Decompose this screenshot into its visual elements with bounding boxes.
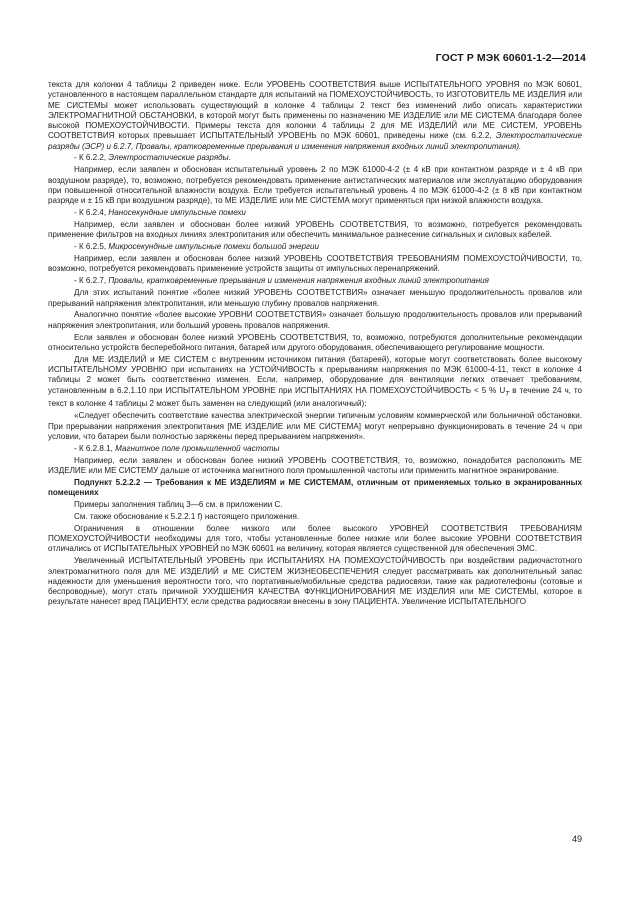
- paragraph-2: - К 6.2.2, Электростатические разряды.: [74, 153, 231, 163]
- subclause-heading: Подпункт 5.2.2.2 — Требования к МЕ ИЗДЕЛИЯМ и МЕ СИСТЕМАМ, отличным от применяемых только в экранированных помещениях: [48, 477, 582, 498]
- paragraph-13: «Следует обеспечить соответствие качества электрической энергии типичным условиям коммерческой или больничной обстановки. При прерывании напряжения электропитания [МЕ ИЗДЕЛИЕ или МЕ СИСТЕМА] могут непрерывно функционировать в течение 24 ч при условии, что батареи были полностью заряжены перед прерыванием напряжения».: [48, 411, 582, 441]
- document-code-header: ГОСТ Р МЭК 60601-1-2—2014: [435, 52, 586, 64]
- paragraph-4: - К 6.2.4, Наносекундные импульсные помехи: [74, 208, 246, 218]
- paragraph-5: Например, если заявлен и обоснован более низкий УРОВЕНЬ СООТВЕТСТВИЯ, то возможно, потребуется рекомендовать применение фильтров на входных линиях электропитания или обеспечить минимальное разнесение сигнальных и силовых кабелей.: [48, 220, 582, 240]
- paragraph-19: Ограничения в отношении более низкого или более высокого УРОВНЕЙ СООТВЕТСТВИЯ ТРЕБОВАНИЯМ ПОМЕХОУСТОЙЧИВОСТИ необходимы для того, чтобы установленные более низкие или более высокие УРОВНИ СООТВЕТСТВИЯ отличались от ИСПЫТАТЕЛЬНЫХ УРОВНЕЙ по МЭК 60601 на величину, которая является существенной для обеспечения ЭМС.: [48, 523, 582, 554]
- paragraph-11: Если заявлен и обоснован более низкий УРОВЕНЬ СООТВЕТСТВИЯ, то, возможно, потребуются дополнительные рекомендации относительно устройств бесперебойного питания, батарей или другого оборудования, обеспечивающего регулирование мощности.: [48, 332, 582, 352]
- paragraph-15: Например, если заявлен и обоснован более низкий УРОВЕНЬ СООТВЕТСТВИЯ, то, возможно, понадобится расположить МЕ ИЗДЕЛИЕ или МЕ СИСТЕМУ дальше от источника магнитного поля промышленной частоты или применить магнитное экранирование.: [48, 455, 582, 475]
- paragraph-14: - К 6.2.8.1, Магнитное поле промышленной частоты: [74, 443, 280, 453]
- paragraph-6: - К 6.2.5, Микросекундные импульсные помехи большой энергии: [74, 242, 320, 252]
- paragraph-12: Для МЕ ИЗДЕЛИЙ и МЕ СИСТЕМ с внутренним источником питания (батареей), которые могут соответствовать более высокому ИСПЫТАТЕЛЬНОМУ УРОВНЮ при испытаниях на УСТОЙЧИВОСТЬ к прерываниям напряжения по МЭК 61000-4-11, текст в колонке 4 таблицы 2 может быть соответственно изменен. Если, например, оборудование для вентиляции легких отвечает требованиям, установленным в 6.2.1.10 при ИСПЫТАТЕЛЬНОМ УРОВНЕ при ИСПЫТАНИЯХ НА ПОМЕХОУСТОЙЧИВОСТЬ < 5 % $U_T$ в течение 24 ч, то текст в колонке 4 таблицы 2 может быть заменен на следующий (или аналогичный):: [48, 354, 582, 409]
- paragraph-9: Для этих испытаний понятие «более низкий УРОВЕНЬ СООТВЕТСТВИЯ» означает меньшую продолжительность провалов или прерываний напряжения электропитания, или меньшую глубину провалов напряжения.: [48, 288, 582, 308]
- paragraph-10: Аналогично понятие «более высокие УРОВНИ СООТВЕТСТВИЯ» означает большую продолжительность провалов или прерываний напряжения электропитания, или больший уровень провалов напряжения.: [48, 310, 582, 330]
- paragraph-20: Увеличенный ИСПЫТАТЕЛЬНЫЙ УРОВЕНЬ при ИСПЫТАНИЯХ НА ПОМЕХОУСТОЙЧИВОСТЬ при воздействии радиочастотного электромагнитного поля для МЕ ИЗДЕЛИЙ и МЕ СИСТЕМ ЖИЗНЕОБЕСПЕЧЕНИЯ следует рассматривать как дополнительный запас надежности для уменьшения вероятности того, что портативные/мобильные средства радиосвязи, такие как радиотелефоны (сотовые и беспроводные), могут стать причиной УХУДШЕНИЯ КАЧЕСТВА ФУНКЦИОНИРОВАНИЯ МЕ ИЗДЕЛИЯ или МЕ СИСТЕМЫ, которое в результате нанесет вред ПАЦИЕНТУ, если средства радиосвязи внесены в зону ПАЦИЕНТА. Увеличение ИСПЫТАТЕЛЬНОГО: [48, 556, 582, 607]
- paragraph-3: Например, если заявлен и обоснован испытательный уровень 2 по МЭК 61000-4-2 (± 4 кВ при контактном разряде и ± 4 кВ при воздушном разряде), то, возможно, потребуется рекомендовать применение антистатических материалов или эксплуатацию оборудования при повышенной относительной влажности воздуха. Если требуется испытательный уровень 4 по МЭК 61000-4-2 (± 8 кВ при контактном разряде и ± 15 кВ при воздушном разряде), то МЕ ИЗДЕЛИЕ или МЕ СИСТЕМА могут применяться при низкой влажности воздуха.: [48, 165, 582, 206]
- page-number: 49: [571, 834, 582, 844]
- paragraph-1: текста для колонки 4 таблицы 2 приведен ниже. Если УРОВЕНЬ СООТВЕТСТВИЯ выше ИСПЫТАТЕЛЬНОГО УРОВНЯ по МЭК 60601, установленного в настоящем параллельном стандарте для испытаний на ПОМЕХОУСТОЙЧИВОСТЬ, то ИЗГОТОВИТЕЛЬ МЕ ИЗДЕЛИЯ или МЕ СИСТЕМЫ может использовать существующий в колонке 4 таблицы 2 текст без изменений либо описать характеристики ЭЛЕКТРОМАГНИТНОЙ ОБСТАНОВКИ, в которой могут быть применены по назначению МЕ ИЗДЕЛИЕ или МЕ СИСТЕМА благодаря более высокой ПОМЕХОУСТОЙЧИВОСТИ. Примеры текста для колонки 4 таблицы 2 для МЕ ИЗДЕЛИЙ или МЕ СИСТЕМ, УРОВЕНЬ СООТВЕТСТВИЯ которых превышает ИСПЫТАТЕЛЬНЫЙ УРОВЕНЬ по МЭК 60601, приведены ниже (см. 6.2.2, Электростатические разряды (ЭСР) и 6.2.7, Провалы, кратковременные прерывания и изменения напряжения входных линий электропитания).: [48, 80, 582, 151]
- document-body: [48, 80, 582, 609]
- paragraph-8: - К 6.2.7, Провалы, кратковременные прерывания и изменения напряжения входных линий электропитания: [74, 276, 490, 286]
- paragraph-17: Примеры заполнения таблиц 3—6 см. в приложении С.: [74, 500, 283, 510]
- paragraph-7: Например, если заявлен и обоснован более низкий УРОВЕНЬ СООТВЕТСТВИЯ ТРЕБОВАНИЯМ ПОМЕХОУСТОЙЧИВОСТИ, то, возможно, потребуется рекомендовать применение устройств защиты от импульсных перенапряжений.: [48, 254, 582, 274]
- paragraph-18: См. также обоснование к 5.2.2.1 f) настоящего приложения.: [74, 512, 300, 522]
